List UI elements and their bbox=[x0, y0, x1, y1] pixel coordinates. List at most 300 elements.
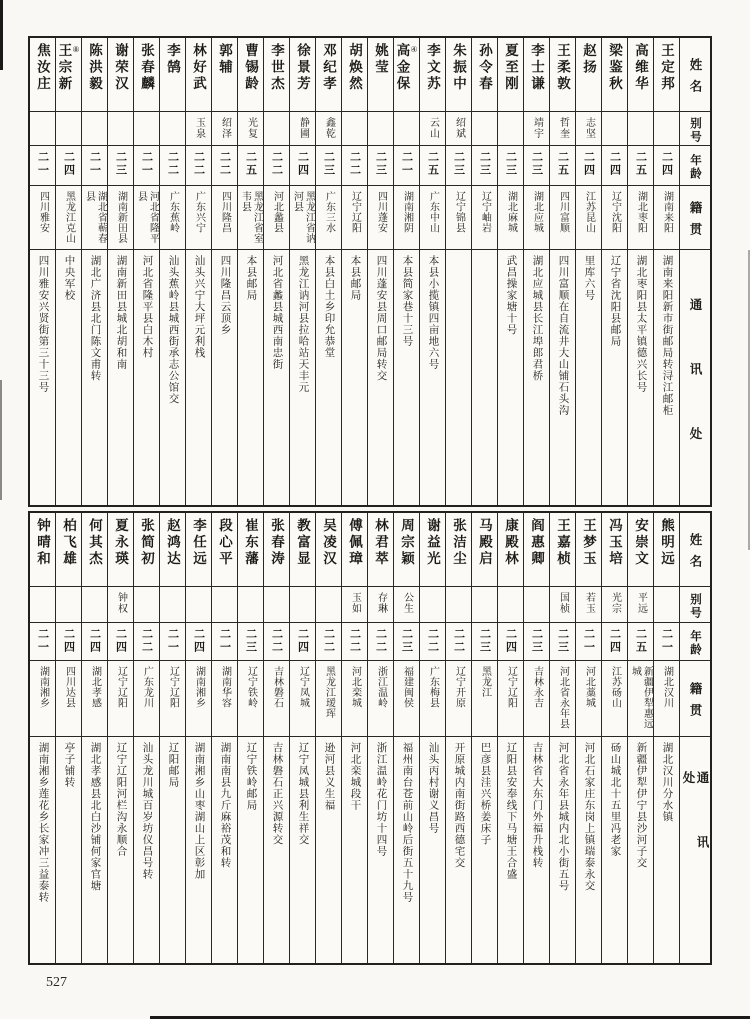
person-addr bbox=[602, 250, 627, 505]
person-native bbox=[446, 661, 471, 737]
person-addr bbox=[550, 737, 575, 963]
person-age-text: 二三 bbox=[244, 628, 257, 654]
person-age bbox=[82, 623, 107, 661]
person-column bbox=[108, 38, 134, 505]
person-name bbox=[264, 38, 289, 112]
person-age bbox=[264, 623, 289, 661]
person-column bbox=[264, 38, 290, 505]
person-alias bbox=[342, 587, 367, 623]
person-alias bbox=[212, 587, 237, 623]
person-native-text: 广东三水 bbox=[323, 191, 335, 233]
scan-artifact bbox=[0, 380, 2, 500]
person-age-text: 二二 bbox=[374, 628, 387, 654]
person-name-text: 王柔敦 bbox=[555, 43, 570, 93]
person-name-text: 谢荣汉 bbox=[113, 43, 128, 93]
person-age bbox=[628, 623, 653, 661]
person-addr-text: 辽阳县安奉线下马塘王合盛 bbox=[505, 742, 517, 880]
person-native bbox=[238, 186, 263, 250]
person-native-text: 湖南湘乡 bbox=[37, 666, 49, 708]
person-alias-text: 平远 bbox=[635, 592, 647, 614]
person-native-text: 湖北省蕲春县 bbox=[83, 191, 107, 244]
person-name bbox=[498, 513, 523, 587]
person-column bbox=[472, 513, 498, 963]
person-name bbox=[82, 513, 107, 587]
person-column bbox=[368, 38, 394, 505]
person-name bbox=[212, 513, 237, 587]
person-name bbox=[238, 38, 263, 112]
person-addr-text: 巴彦县洼兴桥姜床子 bbox=[479, 742, 491, 846]
person-alias bbox=[30, 112, 55, 146]
person-name-text: 李世杰 bbox=[269, 43, 284, 93]
person-addr-text: 湖北应城县长江埠郎君桥 bbox=[531, 255, 543, 382]
person-alias-text: 若玉 bbox=[583, 592, 595, 614]
person-native bbox=[394, 661, 419, 737]
person-age bbox=[576, 623, 601, 661]
person-column bbox=[602, 38, 628, 505]
person-name bbox=[186, 38, 211, 112]
footnote-mark: ④ bbox=[409, 45, 419, 54]
person-column bbox=[238, 38, 264, 505]
person-name-text: 钟晴和 bbox=[35, 518, 50, 568]
person-age bbox=[446, 623, 471, 661]
person-age bbox=[654, 146, 679, 186]
person-native-text: 广东中山 bbox=[427, 191, 439, 233]
header-address: 通讯处 bbox=[688, 297, 702, 492]
person-addr bbox=[290, 250, 315, 505]
person-addr bbox=[290, 737, 315, 963]
person-alias bbox=[212, 112, 237, 146]
person-alias bbox=[368, 112, 393, 146]
person-name bbox=[628, 38, 653, 112]
person-native bbox=[160, 186, 185, 250]
person-name-text: 张春涛 bbox=[269, 518, 284, 568]
person-native-text: 辽宁凤城 bbox=[297, 666, 309, 708]
person-age bbox=[420, 146, 445, 186]
person-column bbox=[342, 38, 368, 505]
person-native bbox=[472, 186, 497, 250]
person-native bbox=[316, 186, 341, 250]
person-alias-text: 绍泽 bbox=[219, 117, 231, 139]
person-native bbox=[212, 186, 237, 250]
person-addr-text: 湖南湘乡莲花乡长家冲三益泰转 bbox=[37, 742, 49, 903]
person-name-text: 李任远 bbox=[191, 518, 206, 568]
person-name bbox=[472, 513, 497, 587]
header-native: 籍贯 bbox=[680, 661, 710, 737]
person-native bbox=[654, 186, 679, 250]
person-alias bbox=[290, 112, 315, 146]
person-native-text: 河北栾城 bbox=[349, 666, 361, 708]
person-age bbox=[628, 146, 653, 186]
person-column bbox=[472, 38, 498, 505]
person-age-text: 二五 bbox=[426, 151, 439, 177]
person-age-text: 二二 bbox=[270, 628, 283, 654]
person-native-text: 湖南华容 bbox=[219, 666, 231, 708]
person-name bbox=[290, 513, 315, 587]
person-alias-text: 光复 bbox=[245, 117, 257, 139]
directory-table-upper bbox=[28, 36, 712, 507]
person-alias bbox=[264, 587, 289, 623]
person-native bbox=[498, 186, 523, 250]
person-addr-text: 河北石家庄东岗上镇瑞泰永交 bbox=[583, 742, 595, 892]
person-alias bbox=[160, 112, 185, 146]
person-alias bbox=[108, 112, 133, 146]
person-addr bbox=[30, 250, 55, 505]
person-alias-text: 国桢 bbox=[557, 592, 569, 614]
person-addr bbox=[524, 737, 549, 963]
person-alias bbox=[264, 112, 289, 146]
person-age-text: 二四 bbox=[296, 628, 309, 654]
person-column bbox=[290, 38, 316, 505]
person-name-text: 王定邦 bbox=[659, 43, 674, 93]
person-name-text: 熊明远 bbox=[659, 518, 674, 568]
person-native-text: 广东蕉岭 bbox=[167, 191, 179, 233]
person-age bbox=[602, 623, 627, 661]
person-column bbox=[316, 513, 342, 963]
header-address: 通讯处 bbox=[681, 771, 709, 900]
person-native-text: 辽宁辽阳 bbox=[349, 191, 361, 233]
person-name bbox=[654, 513, 679, 587]
person-alias-text: 公生 bbox=[401, 592, 413, 614]
person-alias bbox=[420, 112, 445, 146]
person-name-text: 张春麟 bbox=[139, 43, 154, 93]
person-native bbox=[576, 661, 601, 737]
person-name-text: 赵扬 bbox=[581, 43, 596, 76]
person-native bbox=[290, 661, 315, 737]
person-addr bbox=[498, 737, 523, 963]
person-age bbox=[472, 623, 497, 661]
person-native-text: 江苏砀山 bbox=[609, 666, 621, 708]
person-age-text: 二四 bbox=[608, 628, 621, 654]
person-column bbox=[212, 38, 238, 505]
person-alias bbox=[30, 587, 55, 623]
person-age bbox=[602, 146, 627, 186]
person-column bbox=[264, 513, 290, 963]
person-column bbox=[550, 513, 576, 963]
person-name bbox=[654, 38, 679, 112]
person-alias bbox=[498, 587, 523, 623]
person-addr bbox=[550, 250, 575, 505]
scan-artifact bbox=[0, 0, 3, 70]
person-name-text: 郭辅 bbox=[217, 43, 232, 76]
person-name-text: 王宗新 bbox=[56, 43, 72, 93]
person-addr-text: 本县小揽镇四亩地六号 bbox=[427, 255, 439, 370]
person-native-text: 浙江温岭 bbox=[375, 666, 387, 708]
person-age bbox=[134, 146, 159, 186]
person-addr bbox=[134, 737, 159, 963]
person-age-text: 二三 bbox=[374, 151, 387, 177]
person-addr bbox=[628, 250, 653, 505]
person-name-text: 王嘉桢 bbox=[555, 518, 570, 568]
person-native bbox=[238, 661, 263, 737]
person-native bbox=[368, 186, 393, 250]
person-addr bbox=[654, 737, 679, 963]
person-addr-text: 浙江温岭花门坊十四号 bbox=[375, 742, 387, 857]
person-native bbox=[420, 186, 445, 250]
person-native-text: 黑龙江省讷河县 bbox=[291, 191, 315, 244]
person-age bbox=[56, 146, 81, 186]
person-native bbox=[550, 661, 575, 737]
person-alias bbox=[446, 587, 471, 623]
person-addr bbox=[56, 737, 81, 963]
header-alias: 别号 bbox=[680, 112, 710, 146]
person-addr-text: 汕头丙村谢义昌号 bbox=[427, 742, 439, 834]
person-addr-text: 河北省隆平县白木村 bbox=[141, 255, 153, 359]
person-name bbox=[394, 38, 419, 112]
person-addr bbox=[134, 250, 159, 505]
person-addr bbox=[238, 737, 263, 963]
person-age bbox=[30, 623, 55, 661]
person-column bbox=[212, 513, 238, 963]
person-native-text: 湖北孝感 bbox=[89, 666, 101, 708]
person-alias bbox=[368, 587, 393, 623]
person-native-text: 广东梅县 bbox=[427, 666, 439, 708]
person-alias bbox=[420, 587, 445, 623]
person-age-text: 二二 bbox=[322, 628, 335, 654]
person-addr-text: 亭子铺转 bbox=[63, 742, 75, 788]
person-name-text: 阎惠卿 bbox=[529, 518, 544, 568]
person-native-text: 辽宁锦县 bbox=[453, 191, 465, 233]
person-addr bbox=[446, 250, 471, 505]
person-addr bbox=[446, 737, 471, 963]
person-name bbox=[56, 513, 81, 587]
person-name-text: 柏飞雄 bbox=[61, 518, 76, 568]
person-age-text: 二三 bbox=[322, 151, 335, 177]
person-column bbox=[576, 513, 602, 963]
person-age bbox=[368, 623, 393, 661]
person-column bbox=[446, 38, 472, 505]
person-age-text: 二一 bbox=[166, 628, 179, 654]
person-alias-text: 志坚 bbox=[583, 117, 595, 139]
person-name-text: 张洁尘 bbox=[451, 518, 466, 568]
person-name-text: 李鹄 bbox=[165, 43, 180, 76]
person-column bbox=[82, 513, 108, 963]
person-native-text: 辽宁辽阳 bbox=[167, 666, 179, 708]
person-name-text: 曹锡龄 bbox=[243, 43, 258, 93]
person-addr-text: 湖北孝感县北白沙铺何家官塘 bbox=[89, 742, 101, 892]
person-name-text: 林君萃 bbox=[373, 518, 388, 568]
person-native bbox=[368, 661, 393, 737]
person-column bbox=[628, 513, 654, 963]
person-addr bbox=[316, 737, 341, 963]
person-native-text: 河北蠡县 bbox=[271, 191, 283, 233]
person-native-text: 江苏昆山 bbox=[583, 191, 595, 233]
person-alias-text: 靖宇 bbox=[531, 117, 543, 139]
person-age bbox=[212, 146, 237, 186]
person-age bbox=[186, 146, 211, 186]
person-native-text: 四川隆昌 bbox=[219, 191, 231, 233]
person-name bbox=[420, 513, 445, 587]
person-native-text: 新疆伊犁惠远城 bbox=[629, 666, 653, 729]
person-alias bbox=[576, 112, 601, 146]
person-addr-text: 武昌操家塘十号 bbox=[505, 255, 517, 336]
person-native bbox=[628, 186, 653, 250]
person-addr bbox=[368, 737, 393, 963]
person-alias bbox=[238, 112, 263, 146]
person-addr bbox=[108, 250, 133, 505]
footnote-mark: ⑧ bbox=[71, 45, 81, 54]
person-name bbox=[134, 38, 159, 112]
person-name-text: 冯玉培 bbox=[607, 518, 622, 568]
person-name-text: 胡焕然 bbox=[347, 43, 362, 93]
person-name bbox=[108, 513, 133, 587]
person-addr-text: 汕头蕉岭县城西街承志公馆交 bbox=[167, 255, 179, 405]
person-native bbox=[342, 186, 367, 250]
person-native bbox=[264, 661, 289, 737]
person-age bbox=[238, 623, 263, 661]
person-age bbox=[212, 623, 237, 661]
person-column bbox=[420, 38, 446, 505]
person-name bbox=[30, 513, 55, 587]
person-native bbox=[30, 661, 55, 737]
person-alias bbox=[654, 112, 679, 146]
person-addr-text: 辽宁辽阳河栏沟永顺合 bbox=[115, 742, 127, 857]
person-addr bbox=[82, 250, 107, 505]
person-age-text: 二三 bbox=[114, 151, 127, 177]
person-native bbox=[30, 186, 55, 250]
person-alias-text: 云山 bbox=[427, 117, 439, 139]
person-native bbox=[212, 661, 237, 737]
person-addr bbox=[30, 737, 55, 963]
person-alias bbox=[602, 587, 627, 623]
person-native bbox=[446, 186, 471, 250]
person-name bbox=[186, 513, 211, 587]
header-name: 姓名 bbox=[680, 513, 710, 587]
person-age-text: 二一 bbox=[660, 628, 673, 654]
person-native bbox=[316, 661, 341, 737]
person-native bbox=[394, 186, 419, 250]
person-native bbox=[160, 661, 185, 737]
person-native bbox=[290, 186, 315, 250]
person-alias bbox=[524, 587, 549, 623]
person-addr-text: 辽宁铁岭邮局 bbox=[245, 742, 257, 811]
person-native-text: 湖南湘乡 bbox=[193, 666, 205, 708]
person-native bbox=[602, 661, 627, 737]
person-name-text: 赵鸿达 bbox=[165, 518, 180, 568]
person-name bbox=[160, 513, 185, 587]
person-native bbox=[576, 186, 601, 250]
person-addr-text: 汕头兴宁大坪元利栈 bbox=[193, 255, 205, 359]
person-age-text: 二一 bbox=[400, 151, 413, 177]
person-name-text: 李士谦 bbox=[529, 43, 544, 93]
person-name bbox=[394, 513, 419, 587]
person-addr-text: 辽宁凤城县利生祥交 bbox=[297, 742, 309, 846]
person-age-text: 二四 bbox=[660, 151, 673, 177]
person-column bbox=[160, 38, 186, 505]
person-columns bbox=[30, 38, 680, 505]
person-age-text: 二五 bbox=[634, 151, 647, 177]
person-name-text: 张简初 bbox=[139, 518, 154, 568]
person-name bbox=[30, 38, 55, 112]
person-addr bbox=[238, 250, 263, 505]
person-name bbox=[524, 38, 549, 112]
person-addr bbox=[394, 737, 419, 963]
person-age-text: 二二 bbox=[218, 151, 231, 177]
person-native bbox=[82, 186, 107, 250]
person-age-text: 二二 bbox=[140, 628, 153, 654]
person-addr bbox=[628, 737, 653, 963]
person-addr-text: 湖北枣阳县太平镇德兴长号 bbox=[635, 255, 647, 393]
person-alias bbox=[108, 587, 133, 623]
person-column bbox=[342, 513, 368, 963]
person-alias bbox=[82, 112, 107, 146]
person-native bbox=[628, 661, 653, 737]
person-addr bbox=[342, 250, 367, 505]
person-name-text: 焦汝庄 bbox=[35, 43, 50, 93]
person-age bbox=[524, 146, 549, 186]
person-native-text: 福建闽侯 bbox=[401, 666, 413, 708]
person-native-text: 湖南湘阴 bbox=[401, 191, 413, 233]
person-name bbox=[368, 38, 393, 112]
person-age bbox=[498, 623, 523, 661]
person-native-text: 广东龙川 bbox=[141, 666, 153, 708]
person-age bbox=[290, 623, 315, 661]
person-alias bbox=[628, 112, 653, 146]
person-name-text: 孙令春 bbox=[477, 43, 492, 93]
person-addr-text: 湖南新田县城北胡和南 bbox=[115, 255, 127, 370]
person-addr bbox=[576, 737, 601, 963]
person-addr bbox=[186, 250, 211, 505]
person-name-text: 马殿启 bbox=[477, 518, 492, 568]
person-age-text: 二二 bbox=[270, 151, 283, 177]
person-alias bbox=[446, 112, 471, 146]
person-age-text: 二三 bbox=[556, 628, 569, 654]
person-addr-text: 辽阳邮局 bbox=[167, 742, 179, 788]
person-column bbox=[290, 513, 316, 963]
person-name bbox=[134, 513, 159, 587]
person-alias bbox=[550, 587, 575, 623]
person-age bbox=[654, 623, 679, 661]
person-name-text: 周宗颖 bbox=[399, 518, 414, 568]
person-native-text: 湖南新田县 bbox=[115, 191, 127, 244]
person-addr bbox=[368, 250, 393, 505]
person-alias bbox=[550, 112, 575, 146]
person-native-text: 辽宁开原 bbox=[453, 666, 465, 708]
person-column bbox=[524, 513, 550, 963]
person-addr-text: 河北栾城段干 bbox=[349, 742, 361, 811]
person-native-text: 广东兴宁 bbox=[193, 191, 205, 233]
person-age bbox=[420, 623, 445, 661]
person-age-text: 二二 bbox=[348, 628, 361, 654]
person-alias bbox=[290, 587, 315, 623]
person-name-text: 陈洪毅 bbox=[87, 43, 102, 93]
person-addr bbox=[472, 737, 497, 963]
person-addr bbox=[316, 250, 341, 505]
person-column bbox=[30, 513, 56, 963]
person-age bbox=[290, 146, 315, 186]
person-name bbox=[420, 38, 445, 112]
person-column bbox=[160, 513, 186, 963]
person-native-text: 辽宁辽阳 bbox=[505, 666, 517, 708]
person-alias bbox=[472, 112, 497, 146]
person-native-text: 黑龙江省室韦县 bbox=[239, 191, 263, 244]
person-age bbox=[108, 146, 133, 186]
person-native-text: 湖北枣阳 bbox=[635, 191, 647, 233]
person-native-text: 湖北麻城 bbox=[505, 191, 517, 233]
person-addr bbox=[654, 250, 679, 505]
person-name-text: 康殿林 bbox=[503, 518, 518, 568]
person-native bbox=[498, 661, 523, 737]
header-name: 姓名 bbox=[680, 38, 710, 112]
person-name bbox=[524, 513, 549, 587]
person-native-text: 吉林磐石 bbox=[271, 666, 283, 708]
person-column bbox=[56, 513, 82, 963]
person-age-text: 二一 bbox=[36, 151, 49, 177]
person-age-text: 二三 bbox=[478, 628, 491, 654]
person-addr bbox=[602, 737, 627, 963]
person-addr-text: 湖南湘乡山枣湖山上区彰加 bbox=[193, 742, 205, 880]
person-addr bbox=[264, 737, 289, 963]
person-alias bbox=[56, 587, 81, 623]
